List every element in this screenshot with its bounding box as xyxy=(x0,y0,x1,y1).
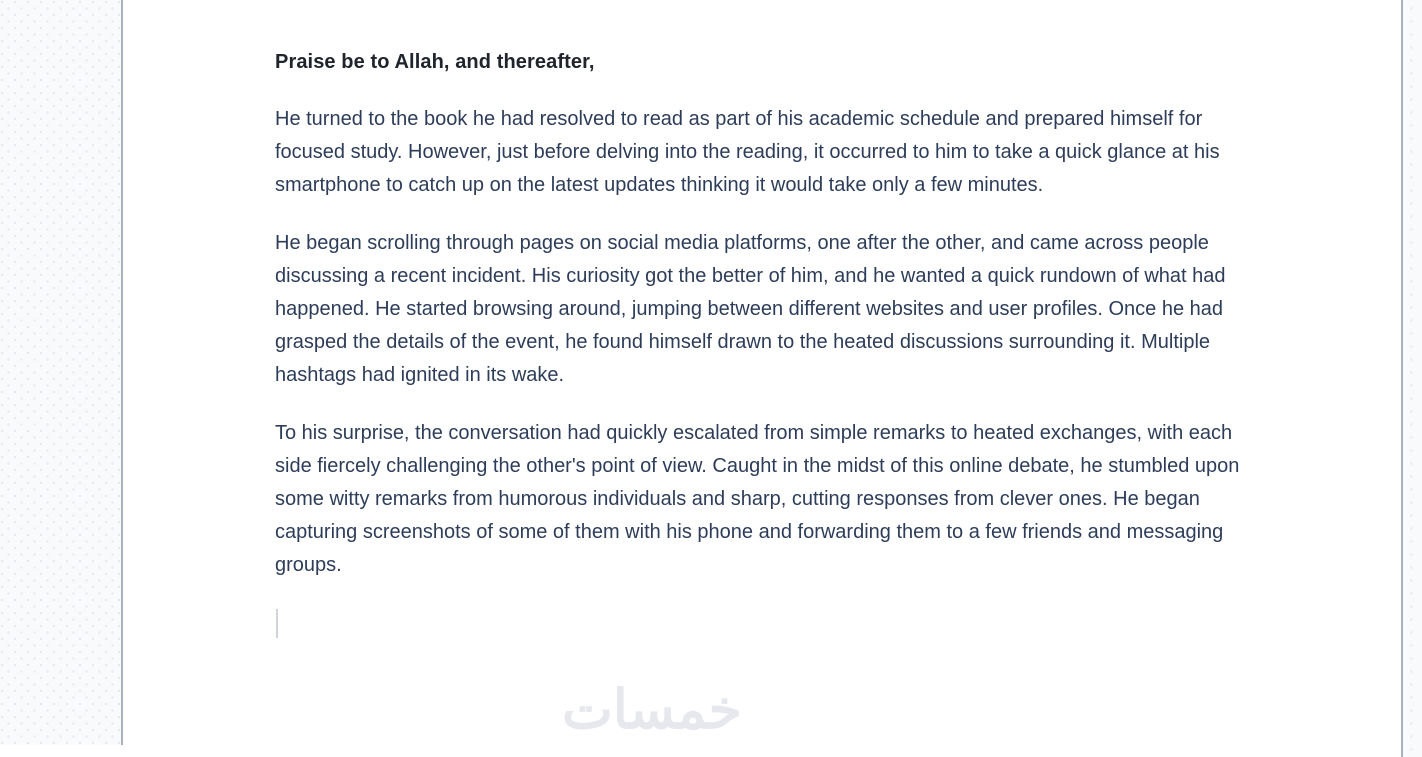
right-margin-panel xyxy=(1401,0,1422,757)
document-edit-area[interactable] xyxy=(125,0,1401,757)
document-heading[interactable]: Praise be to Allah, and thereafter, xyxy=(275,51,595,73)
document-paragraph[interactable]: He began scrolling through pages on social media platforms, one after the other, and came across people discussing a recent incident. His curiosity got the better of him, and he wanted a quick rundown of what had happened. He started browsing around, jumping between different websites and user profiles. Once he had grasped the details of the event, he found himself drawn to the heated discussions surrounding it. Multiple hashtags had ignited in its wake. xyxy=(275,232,1226,386)
khamsat-watermark: خمسات xyxy=(561,680,743,740)
left-margin-panel xyxy=(0,0,123,745)
document-paragraph[interactable]: He turned to the book he had resolved to read as part of his academic schedule and prepared himself for focused study. However, just before delving into the reading, it occurred to him to take a quick glance at his smartphone to catch up on the latest updates thinking it would take only a few minutes. xyxy=(275,108,1220,196)
empty-text-line[interactable] xyxy=(275,607,1251,640)
text-cursor xyxy=(276,609,278,638)
document-paragraph[interactable]: To his surprise, the conversation had quickly escalated from simple remarks to heated exchanges, with each side fiercely challenging the other's point of view. Caught in the midst of this online debate, he stumbled upon some witty remarks from humorous individuals and sharp, cutting responses from clever ones. He began capturing screenshots of some of them with his phone and forwarding them to a few friends and messaging groups. xyxy=(275,422,1240,576)
